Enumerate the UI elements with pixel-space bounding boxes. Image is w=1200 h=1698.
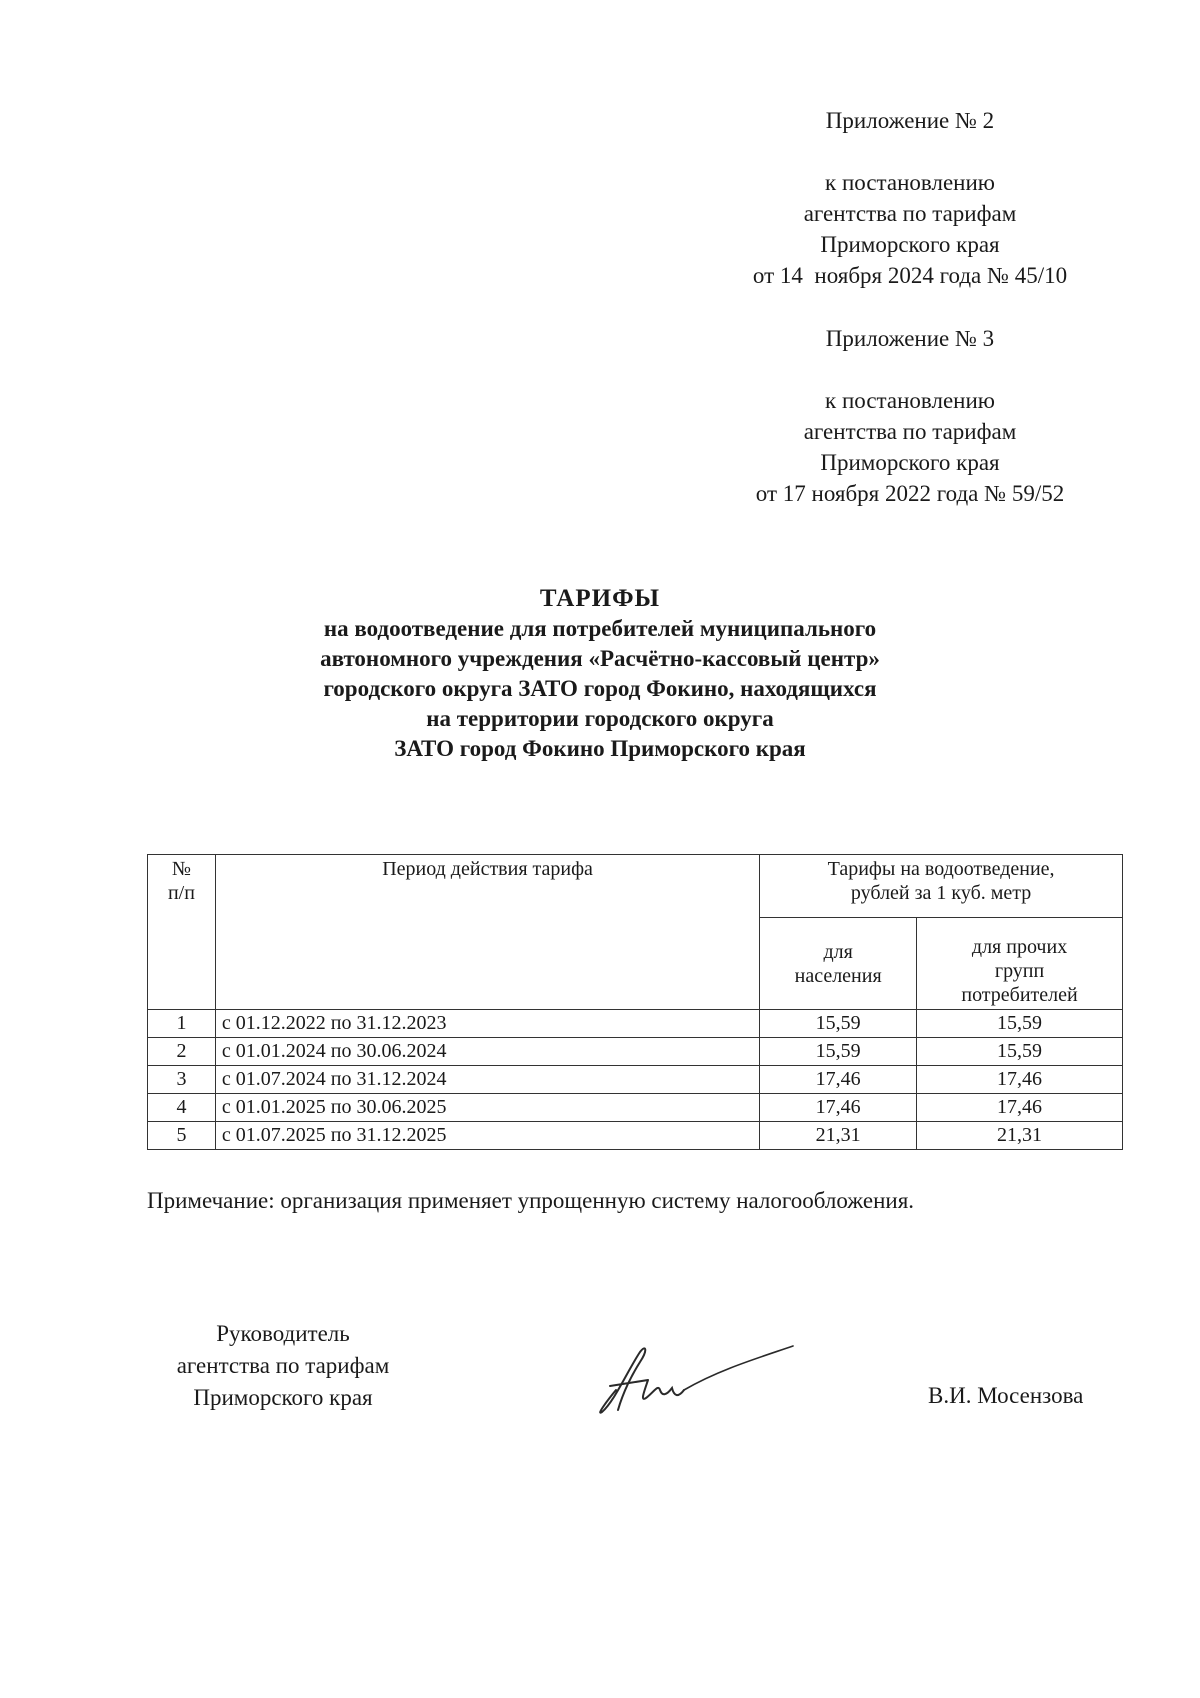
header-population: для населения <box>760 918 917 1010</box>
appendix-3-line-4: от 17 ноября 2022 года № 59/52 <box>755 481 1065 506</box>
appendix-3-line-3: Приморского края <box>820 450 1000 475</box>
row-others-tariff: 17,46 <box>917 1066 1123 1094</box>
row-period: с 01.01.2025 по 30.06.2025 <box>215 1094 759 1122</box>
appendix-3-line-1: к постановлению <box>825 388 995 413</box>
tax-note: Примечание: организация применяет упрощенную систему налогообложения. <box>147 1188 915 1213</box>
header-period: Период действия тарифа <box>215 855 759 1010</box>
row-others-tariff: 15,59 <box>917 1038 1123 1066</box>
header-num: № п/п <box>148 855 216 1010</box>
row-period: с 01.07.2024 по 31.12.2024 <box>215 1066 759 1094</box>
appendix-2-line-4: от 14 ноября 2024 года № 45/10 <box>752 263 1068 288</box>
row-period: с 01.12.2022 по 31.12.2023 <box>215 1010 759 1038</box>
document-title: ТАРИФЫ <box>539 585 661 612</box>
appendix-2-line-2: агентства по тарифам <box>803 201 1017 226</box>
row-num: 5 <box>148 1122 216 1150</box>
row-period: с 01.07.2025 по 31.12.2025 <box>215 1122 759 1150</box>
table-row <box>148 1094 1123 1122</box>
header-tariffs: Тарифы на водоотведение, рублей за 1 куб. метр <box>760 855 1123 918</box>
signer-line-2: агентства по тарифам <box>176 1353 390 1378</box>
row-others-tariff: 21,31 <box>917 1122 1123 1150</box>
signer-line-3: Приморского края <box>193 1385 373 1410</box>
table-row <box>148 1066 1123 1094</box>
row-others-tariff: 17,46 <box>917 1094 1123 1122</box>
appendix-2-line-1: к постановлению <box>825 170 995 195</box>
row-others-tariff: 15,59 <box>917 1010 1123 1038</box>
table-row <box>148 1038 1123 1066</box>
row-population-tariff: 17,46 <box>760 1066 917 1094</box>
row-population-tariff: 17,46 <box>760 1094 917 1122</box>
row-num: 2 <box>148 1038 216 1066</box>
table-header-row <box>148 855 1123 918</box>
appendix-3-line-2: агентства по тарифам <box>803 419 1017 444</box>
heading-line-1: на водоотведение для потребителей муниципального <box>323 616 877 641</box>
handwritten-signature <box>588 1340 798 1420</box>
row-num: 1 <box>148 1010 216 1038</box>
tariff-table <box>147 854 1123 1150</box>
row-num: 3 <box>148 1066 216 1094</box>
row-num: 4 <box>148 1094 216 1122</box>
appendix-3-block <box>700 323 1120 509</box>
heading-line-5: ЗАТО город Фокино Приморского края <box>394 736 806 761</box>
heading-line-3: городского округа ЗАТО город Фокино, находящихся <box>323 676 877 701</box>
appendix-3-title: Приложение № 3 <box>825 326 995 351</box>
row-period: с 01.01.2024 по 30.06.2024 <box>215 1038 759 1066</box>
document-heading <box>160 584 1040 764</box>
row-population-tariff: 21,31 <box>760 1122 917 1150</box>
appendix-2-title: Приложение № 2 <box>825 108 995 133</box>
appendix-2-line-3: Приморского края <box>820 232 1000 257</box>
table-row <box>148 1122 1123 1150</box>
header-others: для прочих групп потребителей <box>917 918 1123 1010</box>
signer-name: В.И. Мосензова <box>928 1383 1084 1408</box>
heading-line-2: автономного учреждения «Расчётно-кассовый центр» <box>320 646 880 671</box>
row-population-tariff: 15,59 <box>760 1038 917 1066</box>
heading-line-4: на территории городского округа <box>426 706 774 731</box>
table-row <box>148 1010 1123 1038</box>
row-population-tariff: 15,59 <box>760 1010 917 1038</box>
appendix-2-block <box>700 105 1120 291</box>
signer-line-1: Руководитель <box>216 1321 350 1346</box>
signer-title-block <box>148 1318 418 1414</box>
